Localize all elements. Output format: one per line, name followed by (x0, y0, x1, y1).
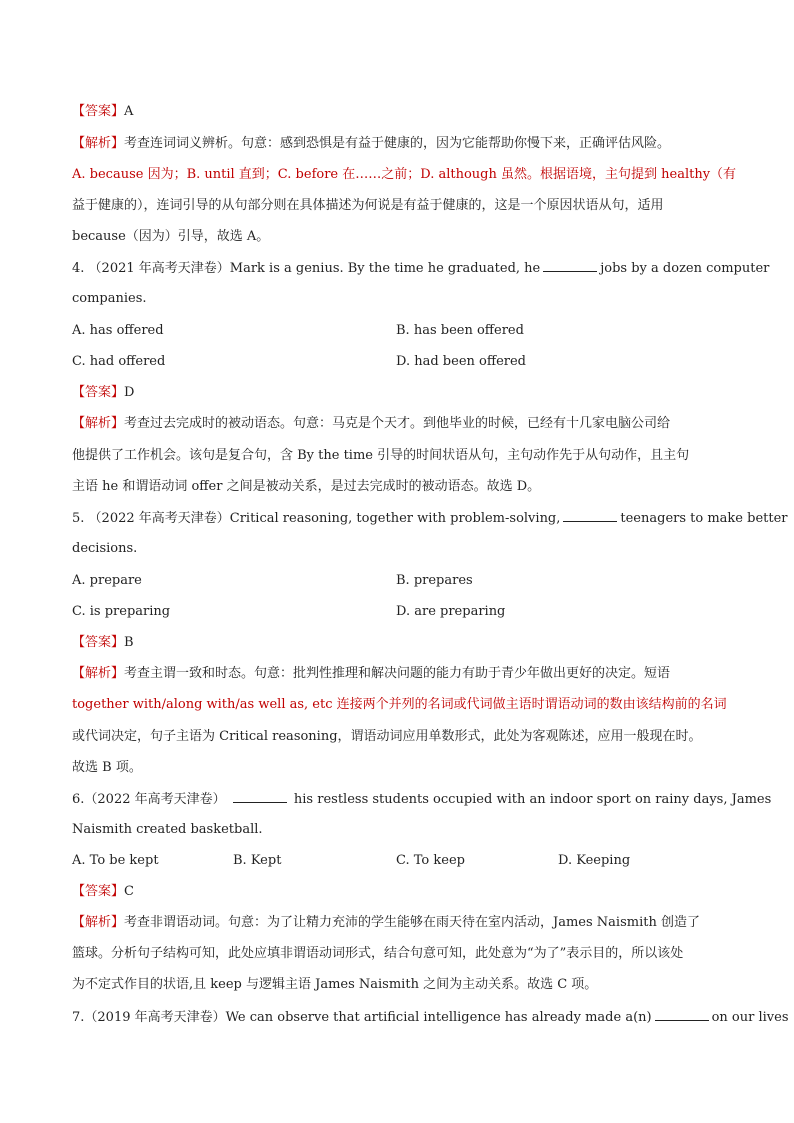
question-source: （2021 年高考天津卷） (88, 261, 230, 276)
analysis-tag: 【解析】 (72, 666, 125, 681)
answer-tag: 【答案】 (72, 635, 125, 650)
q6-stem-line-1 (72, 790, 772, 809)
option-c: C. is preparing (72, 604, 171, 619)
question-stem-cont: jobs by a dozen computer (600, 261, 770, 276)
answer-value: D (124, 385, 135, 400)
answer-value: A (124, 104, 134, 119)
question-number: 5. (72, 511, 85, 526)
answer-tag: 【答案】 (72, 884, 125, 899)
q6-analysis-line-3: 为不定式作目的状语,且 keep 与逻辑主语 James Naismith 之间为主动关系。故选 C 项。 (72, 977, 598, 992)
analysis-text: 考查主谓一致和时态。句意：批判性推理和解决问题的能力有助于青少年做出更好的决定。短语 (124, 666, 671, 681)
answer-blank (543, 259, 597, 272)
answer-tag: 【答案】 (72, 385, 125, 400)
analysis-tag: 【解析】 (72, 136, 125, 151)
question-stem: Critical reasoning, together with problem-solving, (229, 511, 561, 526)
question-stem: Mark is a genius. By the time he graduated, he (229, 261, 541, 276)
option-c: C. had offered (72, 354, 166, 369)
q3-analysis-line-1 (72, 135, 722, 153)
option-c: C. To keep (396, 853, 465, 868)
option-d: D. are preparing (396, 604, 506, 619)
question-stem-cont: teenagers to make better (620, 511, 788, 526)
question-stem-cont: his restless students occupied with an indoor sport on rainy days, James (293, 792, 772, 807)
q6-analysis-line-2: 篮球。分析句子结构可知，此处应填非谓语动词形式，结合句意可知，此处意为“为了”表示目的，所以该处 (72, 946, 684, 961)
q5-stem-line-1 (72, 509, 788, 528)
option-a: A. prepare (72, 573, 142, 588)
q5-answer-line (72, 634, 722, 652)
analysis-text: 考查连词词义辨析。句意：感到恐惧是有益于健康的，因为它能帮助你慢下来，正确评估风险。 (124, 136, 671, 151)
q5-stem-line-2: decisions. (72, 541, 138, 556)
answer-blank (233, 790, 287, 803)
q5-analysis-line-1 (72, 665, 722, 683)
q4-analysis-line-2: 他提供了工作机会。该句是复合句，含 By the time 引导的时间状语从句，主句动作先于从句动作，且主句 (72, 448, 690, 463)
answer-blank (655, 1008, 709, 1021)
q6-stem-line-2: Naismith created basketball. (72, 822, 263, 837)
analysis-tag: 【解析】 (72, 416, 125, 431)
option-a: A. To be kept (72, 853, 159, 868)
question-number: 6. (72, 792, 85, 807)
question-number: 7. (72, 1010, 85, 1025)
option-d: D. Keeping (558, 853, 631, 868)
option-a: A. has offered (72, 323, 164, 338)
q4-stem-line-1 (72, 259, 770, 278)
q4-analysis-line-1 (72, 415, 722, 433)
option-d: D. had been offered (396, 354, 526, 369)
question-source: （2019 年高考天津卷） (84, 1010, 226, 1025)
q4-answer-line (72, 384, 722, 402)
question-stem: We can observe that artificial intelligence has already made a(n) (225, 1010, 652, 1025)
q5-analysis-line-4: 故选 B 项。 (72, 760, 142, 775)
q4-analysis-line-3: 主语 he 和谓语动词 offer 之间是被动关系，是过去完成时的被动语态。故选 D。 (72, 479, 541, 494)
option-b: B. has been offered (396, 323, 524, 338)
option-b: B. prepares (396, 573, 473, 588)
q7-stem-line-1 (72, 1008, 789, 1027)
question-stem-cont: on our lives (711, 1010, 789, 1025)
answer-value: C (124, 884, 134, 899)
option-b: B. Kept (233, 853, 282, 868)
q3-analysis-line-2: A. because 因为；B. until 直到；C. before 在……之前；D. although 虽然。根据语境，主句提到 healthy（有 (72, 167, 737, 182)
q3-analysis-line-4: because（因为）引导，故选 A。 (72, 229, 270, 244)
q3-answer-line (72, 103, 722, 121)
q5-analysis-line-3: 或代词决定，句子主语为 Critical reasoning，谓语动词应用单数形式，此处为客观陈述，应用一般现在时。 (72, 729, 702, 744)
q4-stem-line-2: companies. (72, 291, 147, 306)
analysis-text: 考查过去完成时的被动语态。句意：马克是个天才。到他毕业的时候，已经有十几家电脑公司给 (124, 416, 671, 431)
question-source: （2022 年高考天津卷） (88, 511, 230, 526)
question-source: （2022 年高考天津卷） (84, 792, 226, 807)
q6-answer-line (72, 883, 722, 901)
analysis-tag: 【解析】 (72, 915, 125, 930)
answer-value: B (124, 635, 134, 650)
q3-analysis-line-3: 益于健康的），连词引导的从句部分则在具体描述为何说是有益于健康的，这是一个原因状语从句，适用 (72, 198, 664, 213)
question-number: 4. (72, 261, 85, 276)
q5-analysis-line-2: together with/along with/as well as, etc 连接两个并列的名词或代词做主语时谓语动词的数由该结构前的名词 (72, 697, 727, 712)
analysis-text: 考查非谓语动词。句意：为了让精力充沛的学生能够在雨天待在室内活动，James Naismith 创造了 (124, 915, 700, 930)
answer-tag: 【答案】 (72, 104, 125, 119)
q6-analysis-line-1 (72, 914, 722, 932)
answer-blank (563, 509, 617, 522)
